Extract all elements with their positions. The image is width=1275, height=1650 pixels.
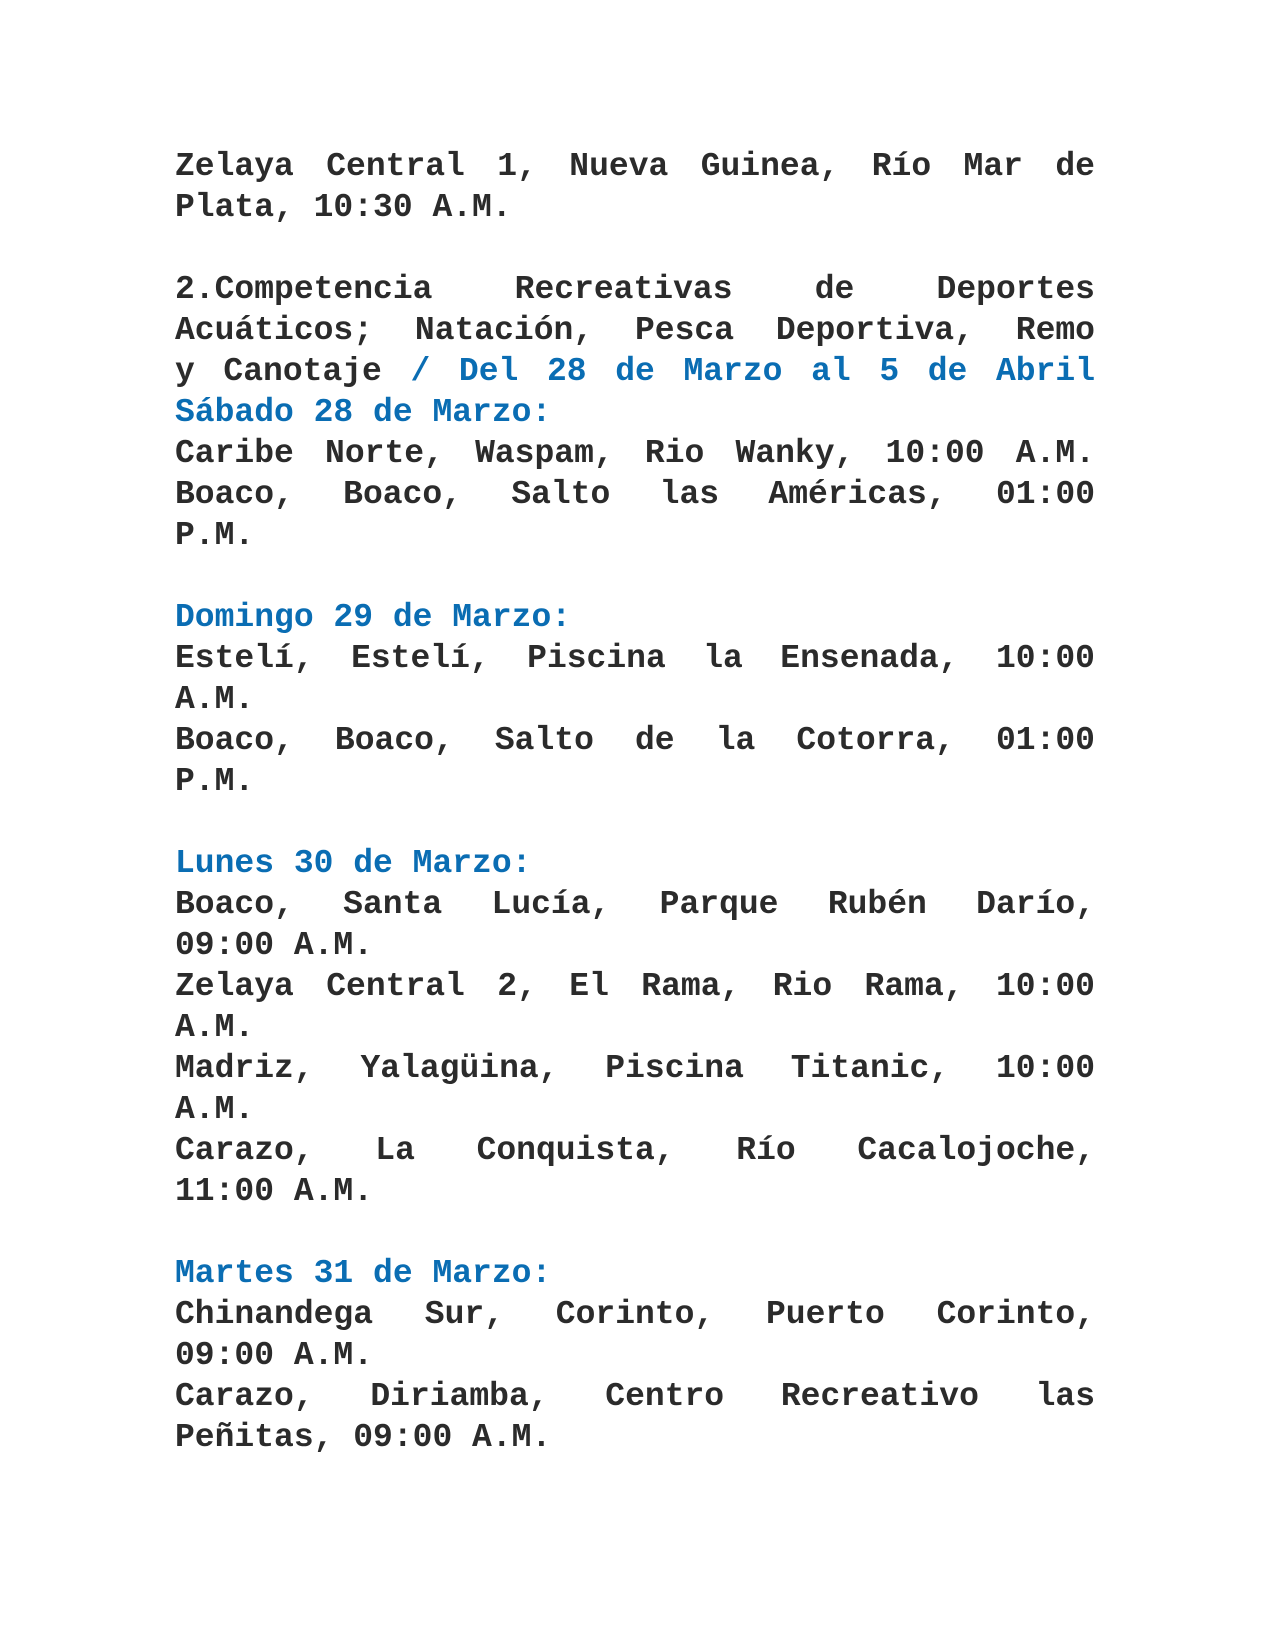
section-date-range: / Del 28 de Marzo al 5 de Abril <box>410 353 1095 390</box>
event-line: P.M. <box>175 517 255 554</box>
event-line: Carazo, Diriamba, Centro Recreativo las <box>175 1378 1095 1415</box>
day-schedule <box>175 843 1095 1212</box>
event-line: Boaco, Boaco, Salto las Américas, 01:00 <box>175 476 1095 513</box>
section-title-line-3 <box>175 351 1095 392</box>
day-schedule <box>175 1253 1095 1458</box>
event-line: Carazo, La Conquista, Río Cacalojoche, <box>175 1132 1095 1169</box>
section-heading <box>175 269 1095 392</box>
spacer <box>175 802 1095 843</box>
day-schedule <box>175 597 1095 802</box>
spacer <box>175 228 1095 269</box>
spacer <box>175 556 1095 597</box>
event-line: A.M. <box>175 1091 255 1128</box>
day-heading: Lunes 30 de Marzo: <box>175 845 532 882</box>
event-line: Boaco, Boaco, Salto de la Cotorra, 01:00 <box>175 722 1095 759</box>
event-line: Madriz, Yalagüina, Piscina Titanic, 10:00 <box>175 1050 1095 1087</box>
event-line: Boaco, Santa Lucía, Parque Rubén Darío, <box>175 886 1095 923</box>
event-line: Chinandega Sur, Corinto, Puerto Corinto, <box>175 1296 1095 1333</box>
intro-line-1: Zelaya Central 1, Nueva Guinea, Río Mar de <box>175 148 1095 185</box>
event-line: 09:00 A.M. <box>175 1337 374 1374</box>
section-title-line-1: 2.Competencia Recreativas de Deportes <box>175 271 1095 308</box>
spacer <box>175 1212 1095 1253</box>
document-page <box>175 146 1095 1458</box>
intro-paragraph <box>175 146 1095 228</box>
event-line: A.M. <box>175 681 255 718</box>
event-line: 09:00 A.M. <box>175 927 374 964</box>
section-title-line-2: Acuáticos; Natación, Pesca Deportiva, Remo <box>175 312 1095 349</box>
event-line: Zelaya Central 2, El Rama, Rio Rama, 10:00 <box>175 968 1095 1005</box>
day-schedule <box>175 392 1095 556</box>
day-heading: Martes 31 de Marzo: <box>175 1255 552 1292</box>
event-line: A.M. <box>175 1009 255 1046</box>
intro-line-2: Plata, 10:30 A.M. <box>175 189 512 226</box>
event-line: Peñitas, 09:00 A.M. <box>175 1419 552 1456</box>
event-line: 11:00 A.M. <box>175 1173 374 1210</box>
section-title-prefix: y Canotaje <box>175 353 411 390</box>
event-line: Caribe Norte, Waspam, Rio Wanky, 10:00 A.M. <box>175 435 1095 472</box>
day-heading: Sábado 28 de Marzo: <box>175 394 552 431</box>
event-line: Estelí, Estelí, Piscina la Ensenada, 10:00 <box>175 640 1095 677</box>
day-heading: Domingo 29 de Marzo: <box>175 599 572 636</box>
event-line: P.M. <box>175 763 255 800</box>
